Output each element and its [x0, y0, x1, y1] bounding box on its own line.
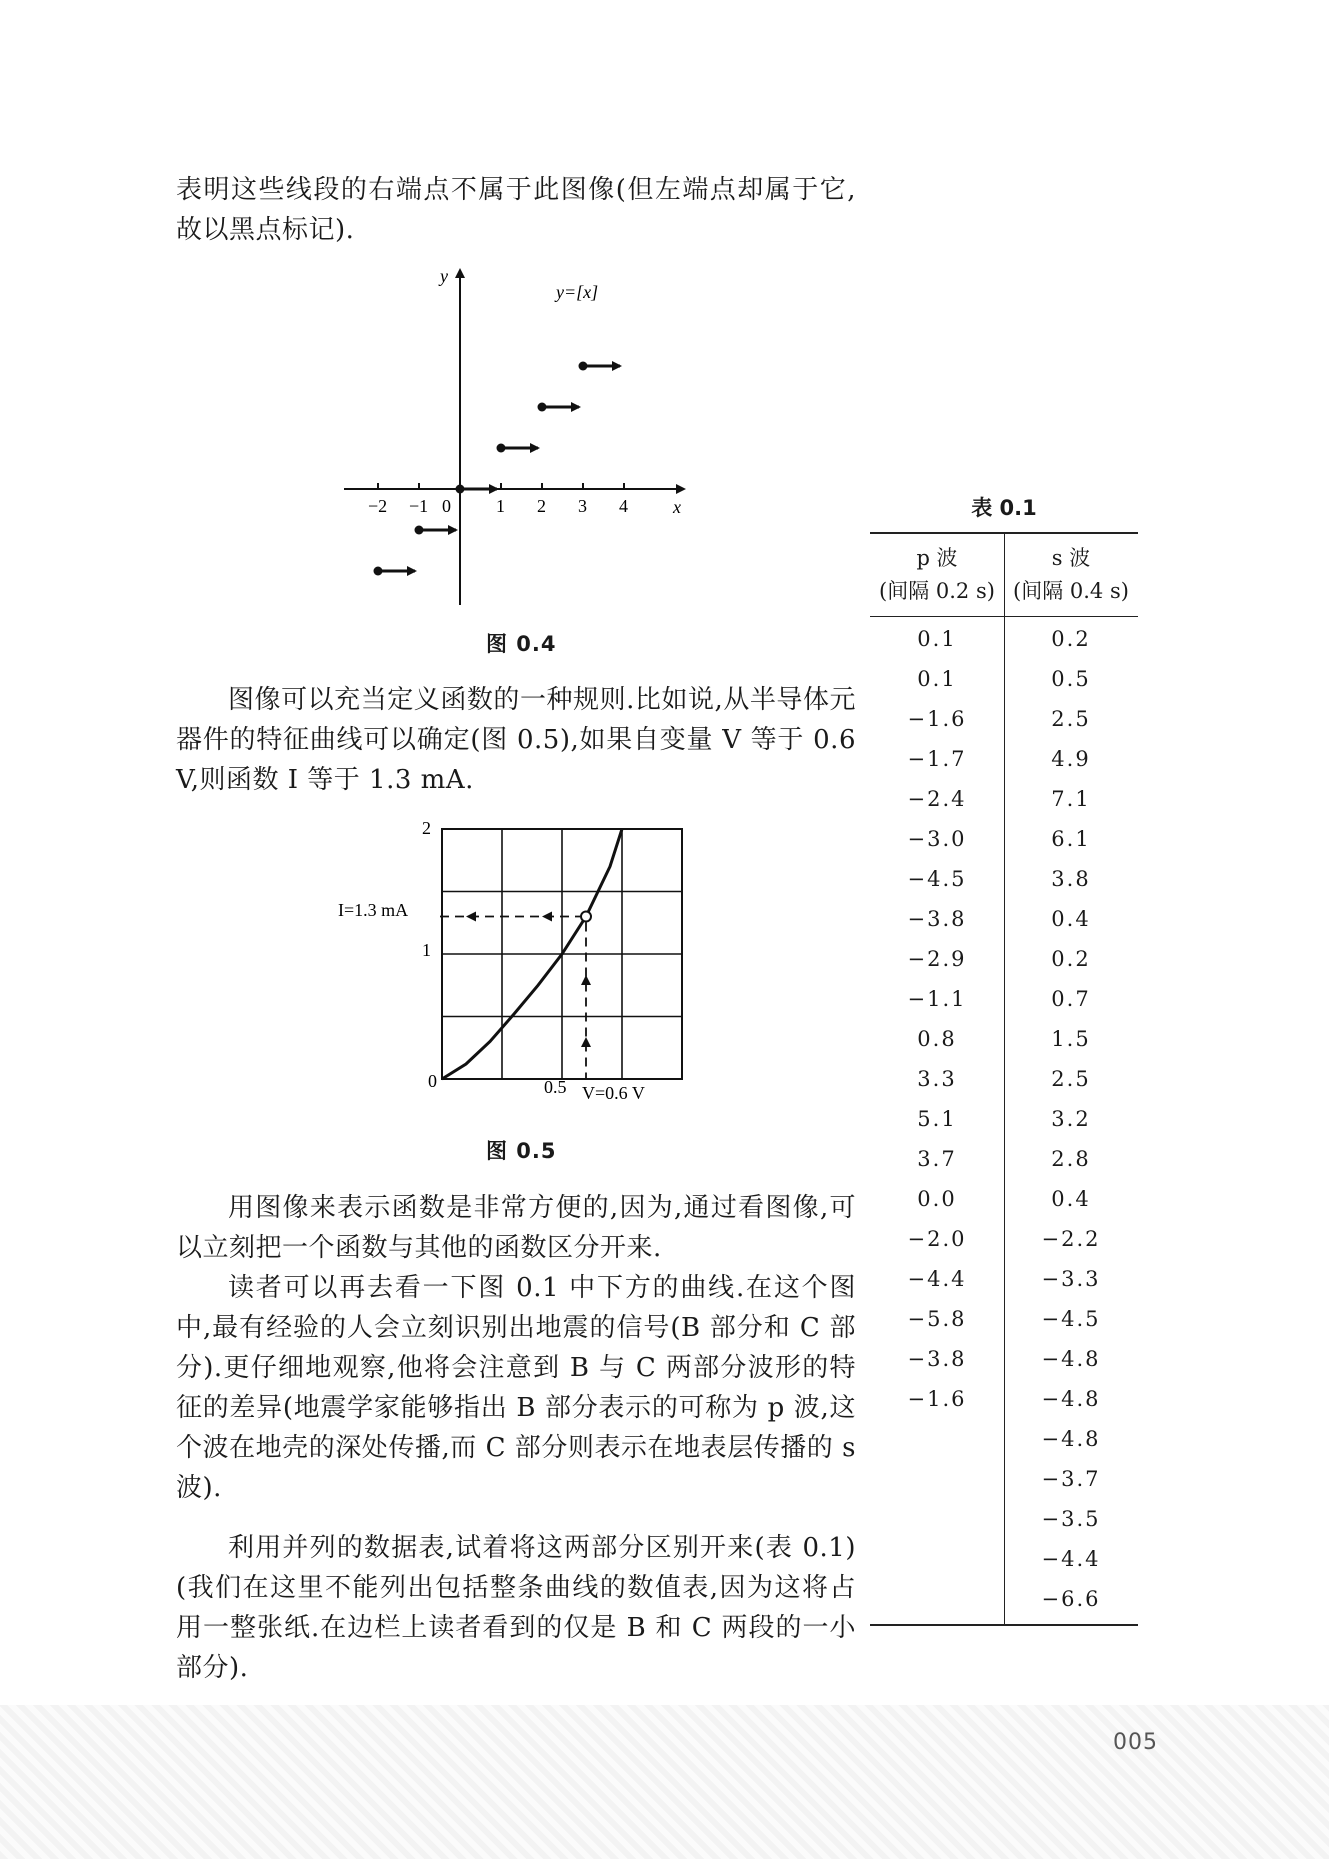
- p-wave-cell: −1.6: [907, 707, 967, 731]
- function-label: y=[x]: [556, 282, 599, 302]
- p-wave-cell: −2.9: [907, 947, 967, 971]
- p-wave-cell: 0.1: [917, 627, 957, 651]
- s-wave-cell: 2.5: [1051, 1067, 1091, 1091]
- left-arrow-head: [466, 912, 476, 922]
- header-s-wave: [1004, 542, 1138, 608]
- header-p-wave-interval: (间隔 0.2 s): [879, 579, 995, 603]
- figure-0-5-characteristic-curve: [330, 815, 700, 1115]
- page-number: 005: [1113, 1730, 1158, 1755]
- i-value-label: I=1.3 mA: [338, 900, 409, 920]
- p-wave-cell: 0.0: [917, 1187, 957, 1211]
- x-tick-label: 2: [537, 496, 546, 516]
- p-wave-cell: 3.3: [917, 1067, 957, 1091]
- step-left-endpoint: [538, 403, 547, 412]
- p-wave-cell: −1.1: [907, 987, 967, 1011]
- s-wave-cell: −6.6: [1041, 1587, 1101, 1611]
- p-wave-cell: −4.4: [907, 1267, 967, 1291]
- s-wave-cell: 3.8: [1051, 867, 1091, 891]
- p-wave-cell: 0.1: [917, 667, 957, 691]
- s-wave-cell: 0.5: [1051, 667, 1091, 691]
- s-wave-cell: −4.8: [1041, 1387, 1101, 1411]
- x-tick-label: −2: [368, 496, 388, 516]
- up-arrow-head: [581, 1037, 591, 1047]
- s-wave-cell: 0.4: [1051, 907, 1091, 931]
- x-tick-0-5: 0.5: [544, 1077, 567, 1097]
- header-p-wave-name: p 波: [916, 546, 958, 570]
- step-left-endpoint: [374, 567, 383, 576]
- header-p-wave: [870, 542, 1004, 608]
- paragraph-graph-rule: 图像可以充当定义函数的一种规则.比如说,从半导体元器件的特征曲线可以确定(图 0.5),如果自变量 V 等于 0.6 V,则函数 I 等于 1.3 mA.: [176, 685, 856, 795]
- p-wave-cell: −5.8: [907, 1307, 967, 1331]
- p-wave-cell: −1.7: [907, 747, 967, 771]
- figure-0-5-caption: 图 0.5: [486, 1139, 557, 1163]
- p-wave-cell: −3.0: [907, 827, 967, 851]
- step-left-endpoint: [456, 485, 465, 494]
- x-tick-label: 0: [442, 496, 451, 516]
- figure-0-4-caption: 图 0.4: [486, 632, 557, 656]
- p-wave-cell: 0.8: [917, 1027, 957, 1051]
- step-left-endpoint: [497, 444, 506, 453]
- header-s-wave-interval: (间隔 0.4 s): [1013, 579, 1129, 603]
- left-arrow-head: [542, 912, 552, 922]
- p-wave-cell: −1.6: [907, 1387, 967, 1411]
- p-wave-cell: −3.8: [907, 907, 967, 931]
- s-wave-cell: 2.8: [1051, 1147, 1091, 1171]
- x-tick-label: 3: [578, 496, 587, 516]
- y-axis-label: y: [440, 266, 448, 286]
- y-tick-1: 1: [422, 940, 431, 960]
- s-wave-cell: 0.2: [1051, 627, 1091, 651]
- p-wave-cell: −4.5: [907, 867, 967, 891]
- s-wave-cell: −4.4: [1041, 1547, 1101, 1571]
- p-wave-cell: −2.4: [907, 787, 967, 811]
- s-wave-cell: −3.3: [1041, 1267, 1101, 1291]
- p-wave-cell: 5.1: [917, 1107, 957, 1131]
- x-tick-label: −1: [409, 496, 429, 516]
- highlight-point: [581, 912, 591, 922]
- table-title: 表 0.1: [971, 496, 1037, 520]
- up-arrow-head: [581, 975, 591, 985]
- header-s-wave-name: s 波: [1051, 546, 1091, 570]
- table-bottom-rule: [870, 1624, 1138, 1626]
- s-wave-cell: 1.5: [1051, 1027, 1091, 1051]
- step-left-endpoint: [579, 362, 588, 371]
- figure-0-4-step-function: [330, 260, 710, 620]
- x-tick-label: 1: [496, 496, 505, 516]
- paragraph-earthquake: 读者可以再去看一下图 0.1 中下方的曲线.在这个图中,最有经验的人会立刻识别出地震的信号(B 部分和 C 部分).更仔细地观察,他将会注意到 B 与 C 两部分波形的特征的差异(地震学家能够指出 B 部分表示的可称为 p 波,这个波在地壳的深处传播,而 C 部分则表示在地表层传播的 s 波).: [176, 1273, 856, 1503]
- s-wave-cell: 2.5: [1051, 707, 1091, 731]
- s-wave-cell: 0.7: [1051, 987, 1091, 1011]
- v-value-label: V=0.6 V: [582, 1083, 645, 1103]
- s-wave-cell: 0.4: [1051, 1187, 1091, 1211]
- s-wave-cell: −2.2: [1041, 1227, 1101, 1251]
- p-wave-cell: 3.7: [917, 1147, 957, 1171]
- s-wave-cell: −4.8: [1041, 1427, 1101, 1451]
- paragraph-intro: 表明这些线段的右端点不属于此图像(但左端点却属于它,故以黑点标记).: [176, 175, 856, 245]
- s-wave-cell: 7.1: [1051, 787, 1091, 811]
- s-wave-cell: 3.2: [1051, 1107, 1091, 1131]
- s-wave-cell: 6.1: [1051, 827, 1091, 851]
- x-tick-label: 4: [619, 496, 628, 516]
- s-wave-cell: 4.9: [1051, 747, 1091, 771]
- y-tick-2: 2: [422, 818, 431, 838]
- paragraph-table-hint: 利用并列的数据表,试着将这两部分区别开来(表 0.1)(我们在这里不能列出包括整条曲线的数值表,因为这将占用一整张纸.在边栏上读者看到的仅是 B 和 C 两段的一小部分).: [176, 1533, 856, 1683]
- x-axis-label: x: [673, 497, 681, 517]
- step-left-endpoint: [415, 526, 424, 535]
- s-wave-cell: −3.5: [1041, 1507, 1101, 1531]
- p-wave-cell: −2.0: [907, 1227, 967, 1251]
- s-wave-cell: 0.2: [1051, 947, 1091, 971]
- s-wave-cell: −4.8: [1041, 1347, 1101, 1371]
- page-footer-pattern: [0, 1705, 1329, 1859]
- p-wave-cell: −3.8: [907, 1347, 967, 1371]
- s-wave-cell: −3.7: [1041, 1467, 1101, 1491]
- s-wave-cell: −4.5: [1041, 1307, 1101, 1331]
- paragraph-convenience: 用图像来表示函数是非常方便的,因为,通过看图像,可以立刻把一个函数与其他的函数区分开来.: [176, 1193, 856, 1263]
- y-tick-0: 0: [428, 1071, 437, 1091]
